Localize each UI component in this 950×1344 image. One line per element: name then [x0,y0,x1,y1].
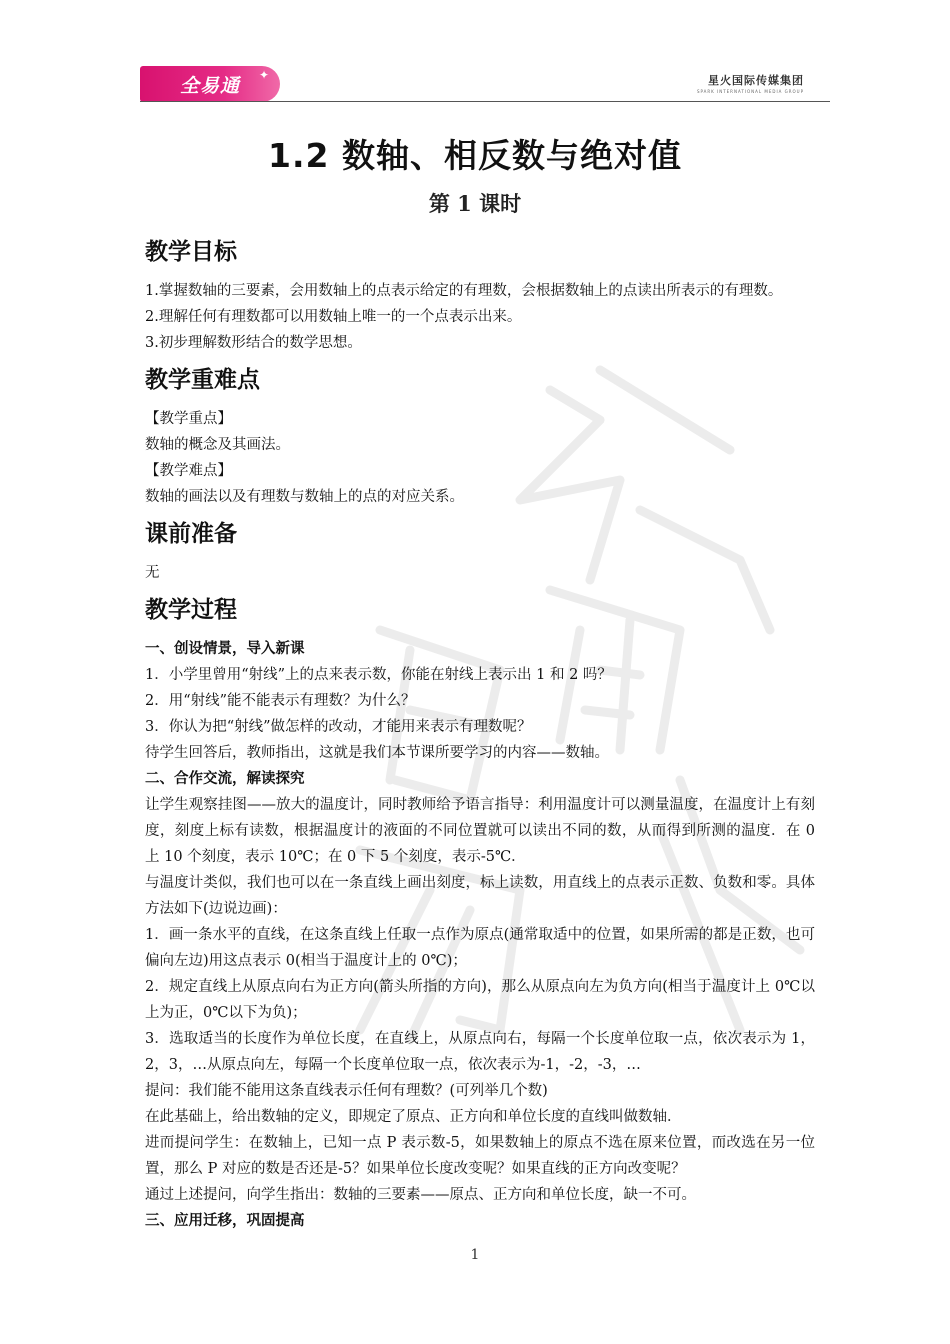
process-line: 2．规定直线上从原点向右为正方向(箭头所指的方向)，那么从原点向左为负方向(相当于温度计上 0℃以上为正，0℃以下为负)； [145,979,815,1021]
publisher-name: 星火国际传媒集团 [708,74,804,87]
objective-line: 3.初步理解数形结合的数学思想。 [145,335,362,351]
process-line: 在此基础上，给出数轴的定义，即规定了原点、正方向和单位长度的直线叫做数轴． [145,1109,682,1125]
process-part-heading: 一、创设情景，导入新课 [145,641,305,657]
section-heading-process: 教学过程 [145,597,237,623]
process-line: 让学生观察挂图——放大的温度计，同时教师给予语言指导：利用温度计可以测量温度，在温度计上有刻度，刻度上标有读数，根据温度计的液面的不同位置就可以读出不同的数，从而得到所测的温度．在 0 上 10 个刻度，表示 10℃；在 0 下 5 个刻度，表示-5℃． [145,797,815,865]
process-line: 2．用“射线”能不能表示有理数？为什么？ [145,693,416,709]
header-divider [140,101,830,102]
page-title: 1.2 数轴、相反数与绝对值 [268,136,682,175]
brand-logo [140,66,280,102]
key-point-text: 数轴的概念及其画法。 [145,437,290,453]
publisher-block [697,72,804,94]
process-line: 提问：我们能不能用这条直线表示任何有理数？(可列举几个数) [145,1083,548,1099]
page-number: 1 [470,1247,480,1263]
section-heading-key-points: 教学重难点 [145,367,260,393]
objective-line: 2.理解任何有理数都可以用数轴上唯一的一个点表示出来。 [145,309,522,325]
objective-line: 1.掌握数轴的三要素，会用数轴上的点表示给定的有理数，会根据数轴上的点读出所表示的有理数。 [145,283,783,299]
process-line: 待学生回答后，教师指出，这就是我们本节课所要学习的内容——数轴。 [145,745,609,761]
process-line: 3．你认为把“射线”做怎样的改动，才能用来表示有理数呢？ [145,719,532,735]
preparation-text: 无 [145,565,160,581]
brand-logo-text: 全易通 [179,74,240,97]
process-line: 1．小学里曾用“射线”上的点来表示数，你能在射线上表示出 1 和 2 吗？ [145,667,612,683]
process-line: 1．画一条水平的直线，在这条直线上任取一点作为原点(通常取适中的位置，如果所需的都是正数，也可偏向左边)用这点表示 0(相当于温度计上的 0℃)； [145,927,815,969]
lesson-subtitle: 第 1 课时 [428,191,522,216]
key-point-label: 【教学重点】 [145,411,232,427]
difficult-point-text: 数轴的画法以及有理数与数轴上的点的对应关系。 [145,489,464,505]
process-part-heading: 二、合作交流，解读探究 [145,771,305,787]
difficult-point-label: 【教学难点】 [145,463,232,479]
process-line: 3．选取适当的长度作为单位长度，在直线上，从原点向右，每隔一个长度单位取一点，依次表示为 1，2，3，…从原点向左，每隔一个长度单位取一点，依次表示为-1，-2，-3，… [145,1031,815,1073]
process-line: 与温度计类似，我们也可以在一条直线上画出刻度，标上读数，用直线上的点表示正数、负数和零。具体方法如下(边说边画)： [145,875,815,917]
process-part-heading: 三、应用迁移，巩固提高 [145,1213,305,1229]
section-heading-preparation: 课前准备 [145,521,237,547]
sparkle-icon: ✦ [258,68,270,82]
publisher-name-en: SPARK INTERNATIONAL MEDIA GROUP [696,89,804,94]
process-line: 进而提问学生：在数轴上，已知一点 P 表示数-5，如果数轴上的原点不选在原来位置，而改选在另一位置，那么 P 对应的数是否还是-5？如果单位长度改变呢？如果直线的正方向改变呢？ [145,1135,815,1177]
section-heading-objectives: 教学目标 [145,239,237,265]
process-line: 通过上述提问，向学生指出：数轴的三要素——原点、正方向和单位长度，缺一不可。 [145,1187,696,1203]
document-body [145,236,815,1234]
